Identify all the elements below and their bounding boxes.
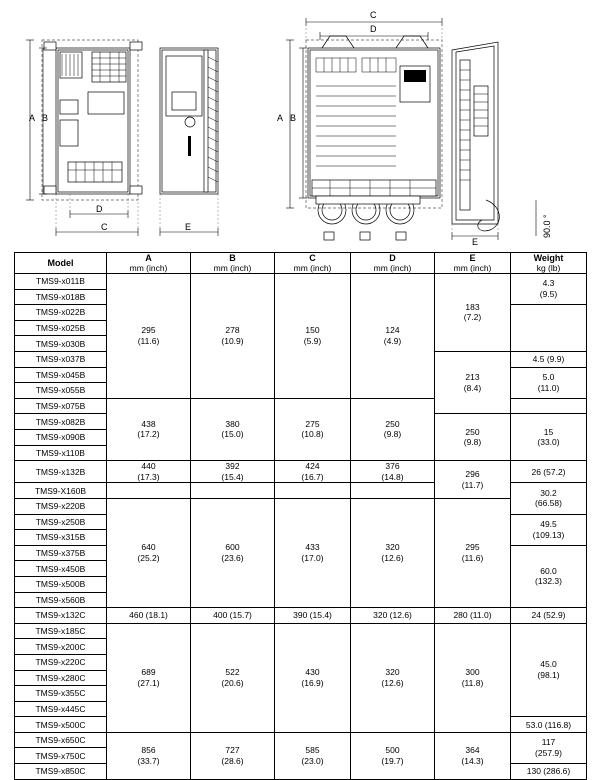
dim-label-e-view2: E (185, 222, 192, 232)
dim-label-b-view3: B (290, 113, 297, 123)
dimension-table-wrap (14, 252, 586, 780)
cell-c: 433 (17.0) (275, 498, 351, 607)
cell-model: TMS9-x200C (15, 639, 107, 655)
col-unit: mm (inch) (293, 263, 332, 273)
cell-d: 320 (12.6) (351, 623, 435, 732)
cell-model: TMS9-x045B (15, 367, 107, 383)
col-header-d (351, 253, 435, 274)
cell-b: 727 (28.6) (191, 732, 275, 779)
cell-model: TMS9-x082B (15, 414, 107, 430)
table-row (15, 732, 587, 748)
cell-model: TMS9-x025B (15, 320, 107, 336)
col-title: B (229, 253, 236, 263)
cell-weight: 49.5 (109.13) (511, 514, 587, 545)
cell-a: 689 (27.1) (107, 623, 191, 732)
cell-e: 296 (11.7) (435, 461, 511, 499)
cell-model: TMS9-x220B (15, 498, 107, 514)
cell-model: TMS9-x011B (15, 274, 107, 290)
table-header (15, 253, 587, 274)
cell-model: TMS9-x132B (15, 461, 107, 483)
cell-c: 585 (23.0) (275, 732, 351, 779)
cell-weight: 60.0 (132.3) (511, 545, 587, 607)
col-title: A (145, 253, 152, 263)
cell-b: 522 (20.6) (191, 623, 275, 732)
cell-model: TMS9-x055B (15, 383, 107, 399)
cell-model: TMS9-x037B (15, 351, 107, 367)
table-row (15, 623, 587, 639)
cell-weight: 130 (286.6) (511, 764, 587, 780)
cell-e: 213 (8.4) (435, 351, 511, 413)
cell-model: TMS9-x500C (15, 717, 107, 733)
cell-model: TMS9-x280C (15, 670, 107, 686)
cell-model: TMS9-x132C (15, 608, 107, 624)
cell-model: TMS9-x220C (15, 654, 107, 670)
col-header-a (107, 253, 191, 274)
dim-label-d-view1: D (96, 204, 103, 214)
cell-model: TMS9-x355C (15, 686, 107, 702)
cell-model: TMS9-x075B (15, 398, 107, 414)
col-unit: mm (inch) (373, 263, 412, 273)
table-row (15, 274, 587, 290)
cell-weight (511, 305, 587, 352)
table-row (15, 498, 587, 514)
cell-d: 250 (9.8) (351, 398, 435, 460)
dim-label-b-view1: B (42, 113, 49, 123)
cell-d: 320 (12.6) (351, 498, 435, 607)
dim-label-a-view3: A (277, 113, 284, 123)
drawings-svg (0, 0, 600, 248)
cell-model: TMS9-x315B (15, 530, 107, 546)
cell-d: 376 (14.8) (351, 461, 435, 483)
col-header-c (275, 253, 351, 274)
col-title: D (389, 253, 396, 263)
cell-e: 364 (14.3) (435, 732, 511, 779)
cell-c (275, 483, 351, 499)
dimension-drawings (0, 0, 600, 248)
col-unit: mm (inch) (213, 263, 252, 273)
cell-a: 295 (11.6) (107, 274, 191, 399)
cell-weight: 117 (257.9) (511, 732, 587, 763)
cell-b: 278 (10.9) (191, 274, 275, 399)
cell-e: 300 (11.8) (435, 623, 511, 732)
dim-label-angle-view4: 90.0 ° (542, 214, 552, 238)
cell-weight: 45.0 (98.1) (511, 623, 587, 717)
cell-model: TMS9-x650C (15, 732, 107, 748)
cell-a: 440 (17.3) (107, 461, 191, 483)
cell-d: 124 (4.9) (351, 274, 435, 399)
col-header-b (191, 253, 275, 274)
cell-weight: 30.2 (66.58) (511, 483, 587, 514)
cell-weight: 53.0 (116.8) (511, 717, 587, 733)
dim-label-c-view3: C (370, 10, 377, 20)
cell-b: 600 (23.6) (191, 498, 275, 607)
cell-e: 295 (11.6) (435, 498, 511, 607)
cell-weight: 26 (57.2) (511, 461, 587, 483)
cell-a (107, 483, 191, 499)
cell-model: TMS9-x850C (15, 764, 107, 780)
cell-weight: 5.0 (11.0) (511, 367, 587, 398)
cell-e: 183 (7.2) (435, 274, 511, 352)
cell-weight: 4.5 (9.9) (511, 351, 587, 367)
cell-d (351, 483, 435, 499)
col-unit: mm (inch) (453, 263, 492, 273)
cell-weight: 24 (52.9) (511, 608, 587, 624)
col-title: C (309, 253, 316, 263)
cell-model: TMS9-x445C (15, 701, 107, 717)
cell-c: 390 (15.4) (275, 608, 351, 624)
dim-label-a-view1: A (29, 113, 36, 123)
cell-model: TMS9-x560B (15, 592, 107, 608)
dim-label-e-view4: E (472, 237, 479, 247)
dim-label-d-view3: D (370, 24, 377, 34)
cell-model: TMS9-x090B (15, 429, 107, 445)
cell-model: TMS9-x110B (15, 445, 107, 461)
dim-label-c-view1: C (101, 222, 108, 232)
cell-d: 320 (12.6) (351, 608, 435, 624)
dimension-table (14, 252, 587, 780)
cell-model: TMS9-x750C (15, 748, 107, 764)
cell-c: 150 (5.9) (275, 274, 351, 399)
cell-c: 275 (10.8) (275, 398, 351, 460)
cell-a: 460 (18.1) (107, 608, 191, 624)
cell-b: 392 (15.4) (191, 461, 275, 483)
cell-a: 856 (33.7) (107, 732, 191, 779)
col-title: Model (47, 258, 74, 268)
cell-model: TMS9-x250B (15, 514, 107, 530)
col-title: Weight (533, 253, 564, 263)
cell-model: TMS9-x030B (15, 336, 107, 352)
cell-model: TMS9-x022B (15, 305, 107, 321)
cell-model: TMS9-x500B (15, 576, 107, 592)
col-header-e (435, 253, 511, 274)
cell-weight: 15 (33.0) (511, 414, 587, 461)
col-header-weight (511, 253, 587, 274)
table-row (15, 461, 587, 483)
table-body (15, 274, 587, 780)
cell-e: 250 (9.8) (435, 414, 511, 461)
cell-c: 424 (16.7) (275, 461, 351, 483)
table-header-row (15, 253, 587, 274)
cell-b: 400 (15.7) (191, 608, 275, 624)
cell-model: TMS9-x375B (15, 545, 107, 561)
cell-d: 500 (19.7) (351, 732, 435, 779)
cell-weight (511, 398, 587, 414)
cell-weight: 4.3 (9.5) (511, 274, 587, 305)
cell-b (191, 483, 275, 499)
table-row (15, 608, 587, 624)
cell-a: 640 (25.2) (107, 498, 191, 607)
col-unit: mm (inch) (129, 263, 168, 273)
col-header-model (15, 253, 107, 274)
col-title: E (469, 253, 476, 263)
cell-c: 430 (16.9) (275, 623, 351, 732)
cell-model: TMS9-X160B (15, 483, 107, 499)
cell-model: TMS9-x018B (15, 289, 107, 305)
cell-b: 380 (15.0) (191, 398, 275, 460)
cell-model: TMS9-x185C (15, 623, 107, 639)
cell-model: TMS9-x450B (15, 561, 107, 577)
col-unit: kg (lb) (536, 263, 561, 273)
cell-a: 438 (17.2) (107, 398, 191, 460)
cell-e: 280 (11.0) (435, 608, 511, 624)
